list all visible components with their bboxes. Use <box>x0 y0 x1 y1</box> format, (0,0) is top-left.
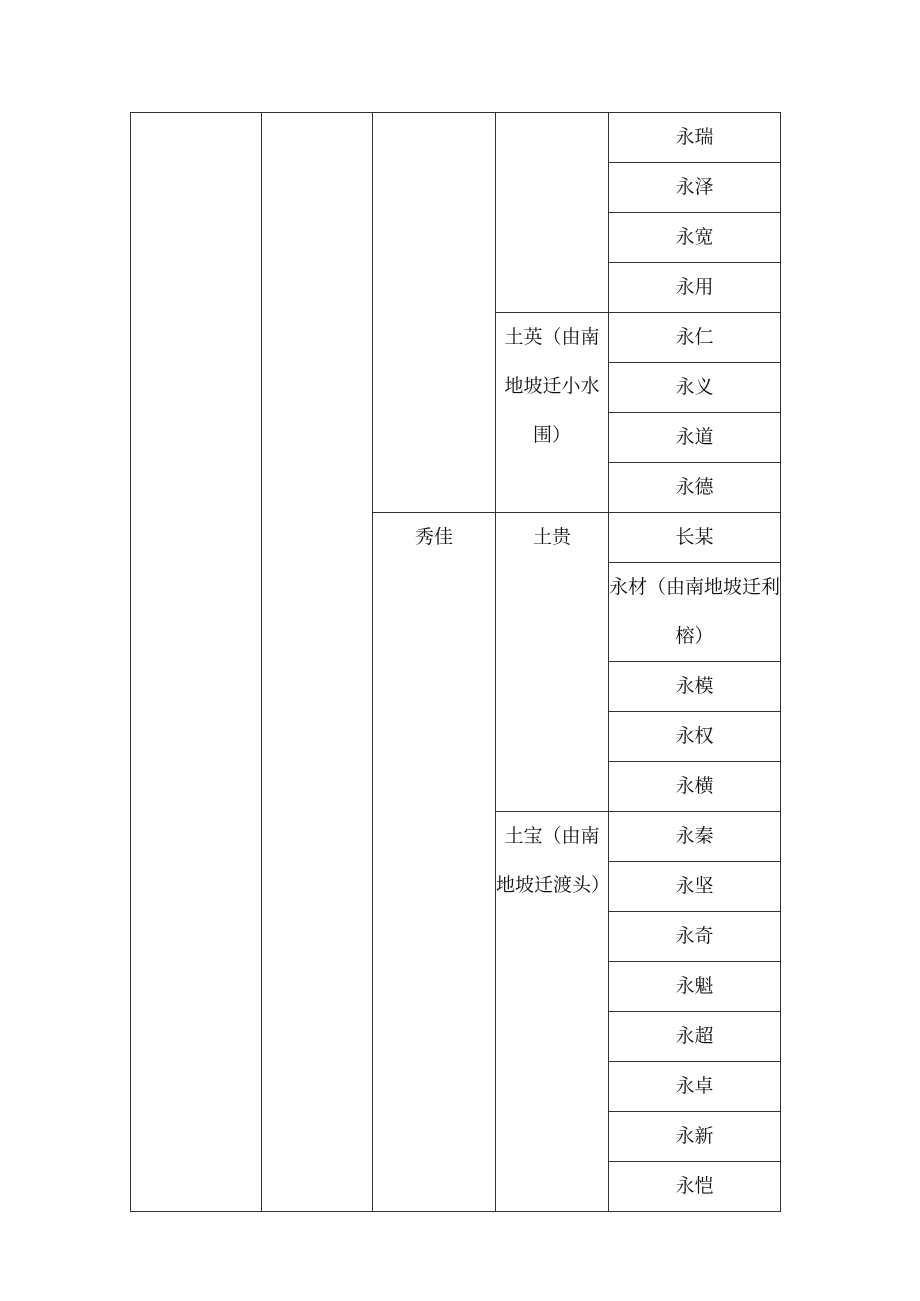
son-cell: 永泽 <box>609 163 781 213</box>
father-cell: 土贵 <box>496 513 609 812</box>
son-cell: 永超 <box>609 1012 781 1062</box>
son-cell: 永德 <box>609 463 781 513</box>
son-cell: 永权 <box>609 712 781 762</box>
son-cell: 永材（由南地坡迁利榕） <box>609 563 781 662</box>
son-cell: 永坚 <box>609 862 781 912</box>
grandfather-cell: 秀佳 <box>373 513 496 1212</box>
father-cell: 土宝（由南地坡迁渡头） <box>496 812 609 1212</box>
generation-col-1-cell <box>131 113 262 1212</box>
grandfather-cell <box>373 113 496 513</box>
genealogy-table <box>130 112 781 1212</box>
father-cell: 土英（由南地坡迁小水围） <box>496 313 609 513</box>
son-cell: 永宽 <box>609 213 781 263</box>
table-row <box>131 113 781 163</box>
son-cell: 永瑞 <box>609 113 781 163</box>
son-cell: 永横 <box>609 762 781 812</box>
generation-col-2-cell <box>262 113 373 1212</box>
son-cell: 永用 <box>609 263 781 313</box>
son-cell: 永魁 <box>609 962 781 1012</box>
son-cell: 永秦 <box>609 812 781 862</box>
son-cell: 永仁 <box>609 313 781 363</box>
son-cell: 永奇 <box>609 912 781 962</box>
son-cell: 永模 <box>609 662 781 712</box>
son-cell: 永义 <box>609 363 781 413</box>
father-cell <box>496 113 609 313</box>
son-cell: 永恺 <box>609 1162 781 1212</box>
son-cell: 长某 <box>609 513 781 563</box>
son-cell: 永道 <box>609 413 781 463</box>
son-cell: 永新 <box>609 1112 781 1162</box>
son-cell: 永卓 <box>609 1062 781 1112</box>
